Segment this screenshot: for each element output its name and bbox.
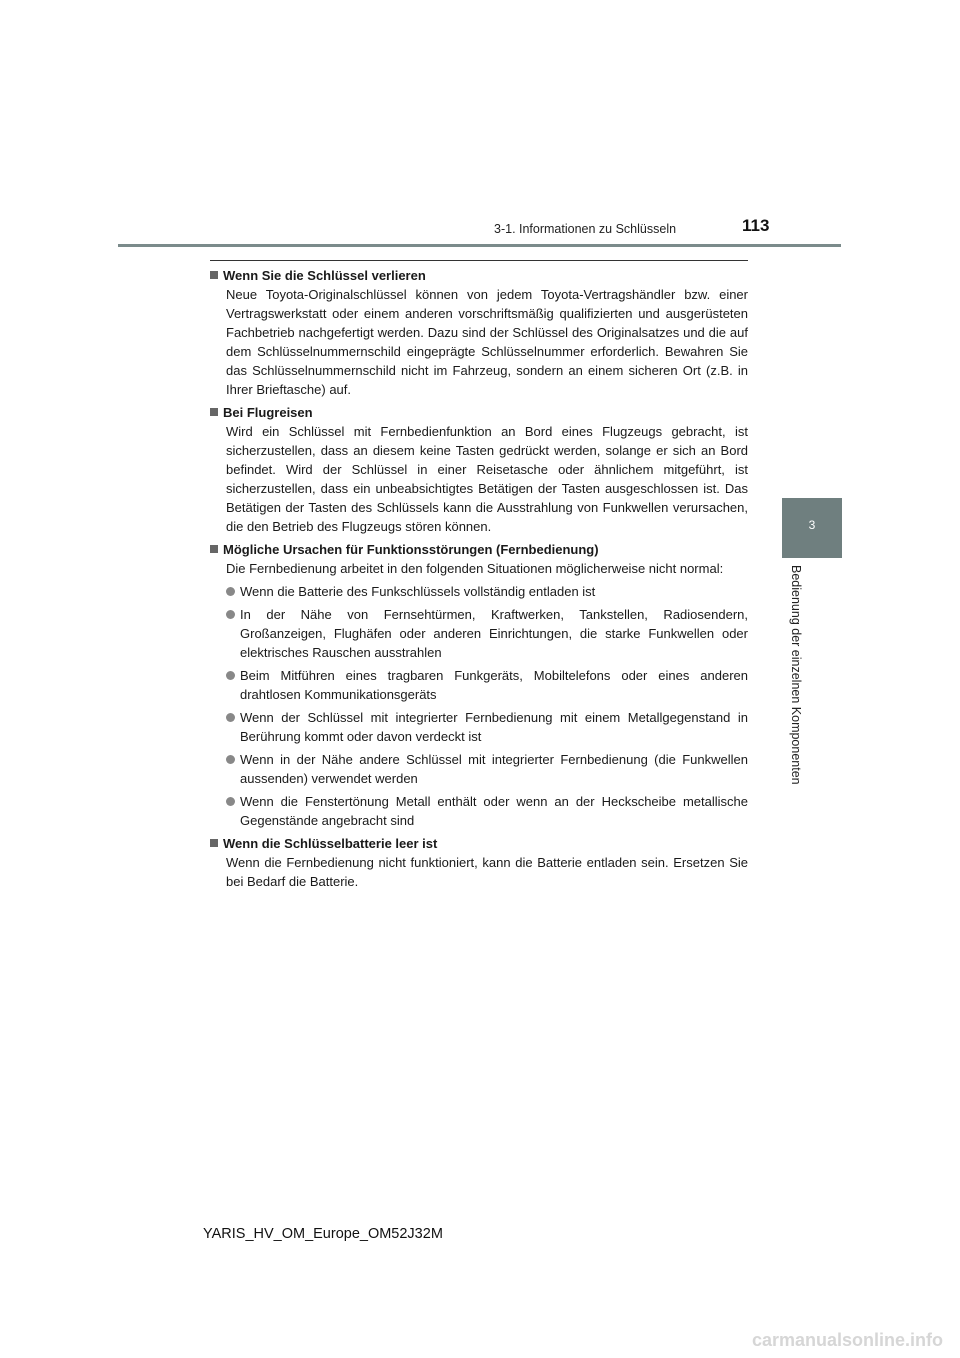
circle-bullet-icon <box>226 671 235 680</box>
section-heading <box>210 266 748 285</box>
list-item <box>226 750 748 788</box>
page-number: 113 <box>742 216 770 235</box>
section-air-travel <box>210 403 748 536</box>
list-item-text: Wenn die Batterie des Funkschlüssels vollständig entladen ist <box>240 584 596 599</box>
content-divider <box>210 260 748 261</box>
section-empty-battery <box>210 834 748 891</box>
list-item <box>226 605 748 662</box>
square-bullet-icon <box>210 408 218 416</box>
square-bullet-icon <box>210 271 218 279</box>
section-heading-text: Mögliche Ursachen für Funktionsstörungen (Fernbedienung) <box>223 542 599 557</box>
list-item <box>226 582 748 601</box>
chapter-label: Bedienung der einzelnen Komponenten <box>789 565 803 785</box>
section-heading-text: Wenn die Schlüsselbatterie leer ist <box>223 836 438 851</box>
list-item-text: Beim Mitführen eines tragbaren Funkgeräts, Mobiltelefons oder eines anderen drahtlosen Kommunikationsgeräts <box>240 668 748 702</box>
circle-bullet-icon <box>226 610 235 619</box>
list-item-text: In der Nähe von Fernsehtürmen, Kraftwerken, Tankstellen, Radiosendern, Großanzeigen, Flughäfen oder anderen Einrichtungen, die starke Funkwellen oder elektrisches Rauschen ausstrahlen <box>240 607 748 660</box>
header-divider <box>118 244 841 247</box>
circle-bullet-icon <box>226 755 235 764</box>
header-section-title: 3-1. Informationen zu Schlüsseln <box>494 222 677 236</box>
section-heading-text: Wenn Sie die Schlüssel verlieren <box>223 268 426 283</box>
list-item <box>226 666 748 704</box>
section-malfunction-causes <box>210 540 748 830</box>
section-body: Wird ein Schlüssel mit Fernbedienfunktion an Bord eines Flugzeugs gebracht, ist sicherzustellen, dass an diesem keine Tasten gedrückt werden, solange er sich an Bord befindet. Wird der Schlüssel in einer Reisetasche oder ähnlichem mitgeführt, ist sicherzustellen, dass ein unbeabsichtigtes Betätigen der Tasten ausgeschlossen ist. Das Betätigen der Tasten des Schlüssels kann die Ausstrahlung von Funkwellen verursachen, die den Betrieb des Flugzeugs stören können. <box>226 424 748 534</box>
section-body: Neue Toyota-Originalschlüssel können von jedem Toyota-Vertragshändler bzw. einer Vertragswerkstatt oder einem anderen vorschriftsmäßig qualifizierten und ausgerüsteten Fachbetrieb nachgefertigt werden. Dazu sind der Schlüssel des Originalsatzes und die auf dem Schlüsselnummernschild eingeprägte Schlüsselnummer erforderlich. Bewahren Sie das Schlüsselnummernschild nicht im Fahrzeug, sondern an einem sicheren Ort (z.B. in Ihrer Brieftasche) auf. <box>226 287 748 397</box>
chapter-number: 3 <box>808 518 816 532</box>
bullet-list <box>210 582 748 830</box>
circle-bullet-icon <box>226 713 235 722</box>
list-item <box>226 792 748 830</box>
section-lost-keys <box>210 266 748 399</box>
document-id: YARIS_HV_OM_Europe_OM52J32M <box>203 1226 443 1242</box>
section-heading <box>210 403 748 422</box>
list-item-text: Wenn der Schlüssel mit integrierter Fernbedienung mit einem Metallgegenstand in Berührung kommt oder davon verdeckt ist <box>240 710 748 744</box>
list-item <box>226 708 748 746</box>
section-heading-text: Bei Flugreisen <box>223 405 313 420</box>
content-body <box>210 266 748 895</box>
circle-bullet-icon <box>226 797 235 806</box>
section-heading <box>210 540 748 559</box>
chapter-tab <box>782 498 842 558</box>
section-body: Wenn die Fernbedienung nicht funktioniert, kann die Batterie entladen sein. Ersetzen Sie bei Bedarf die Batterie. <box>226 855 748 889</box>
square-bullet-icon <box>210 545 218 553</box>
section-heading <box>210 834 748 853</box>
watermark: carmanualsonline.info <box>752 1330 944 1350</box>
list-item-text: Wenn die Fenstertönung Metall enthält oder wenn an der Heckscheibe metallische Gegenstände angebracht sind <box>240 794 748 828</box>
circle-bullet-icon <box>226 587 235 596</box>
list-item-text: Wenn in der Nähe andere Schlüssel mit integrierter Fernbedienung (die Funkwellen aussenden) verwendet werden <box>240 752 748 786</box>
section-body: Die Fernbedienung arbeitet in den folgenden Situationen möglicherweise nicht normal: <box>226 561 724 576</box>
square-bullet-icon <box>210 839 218 847</box>
